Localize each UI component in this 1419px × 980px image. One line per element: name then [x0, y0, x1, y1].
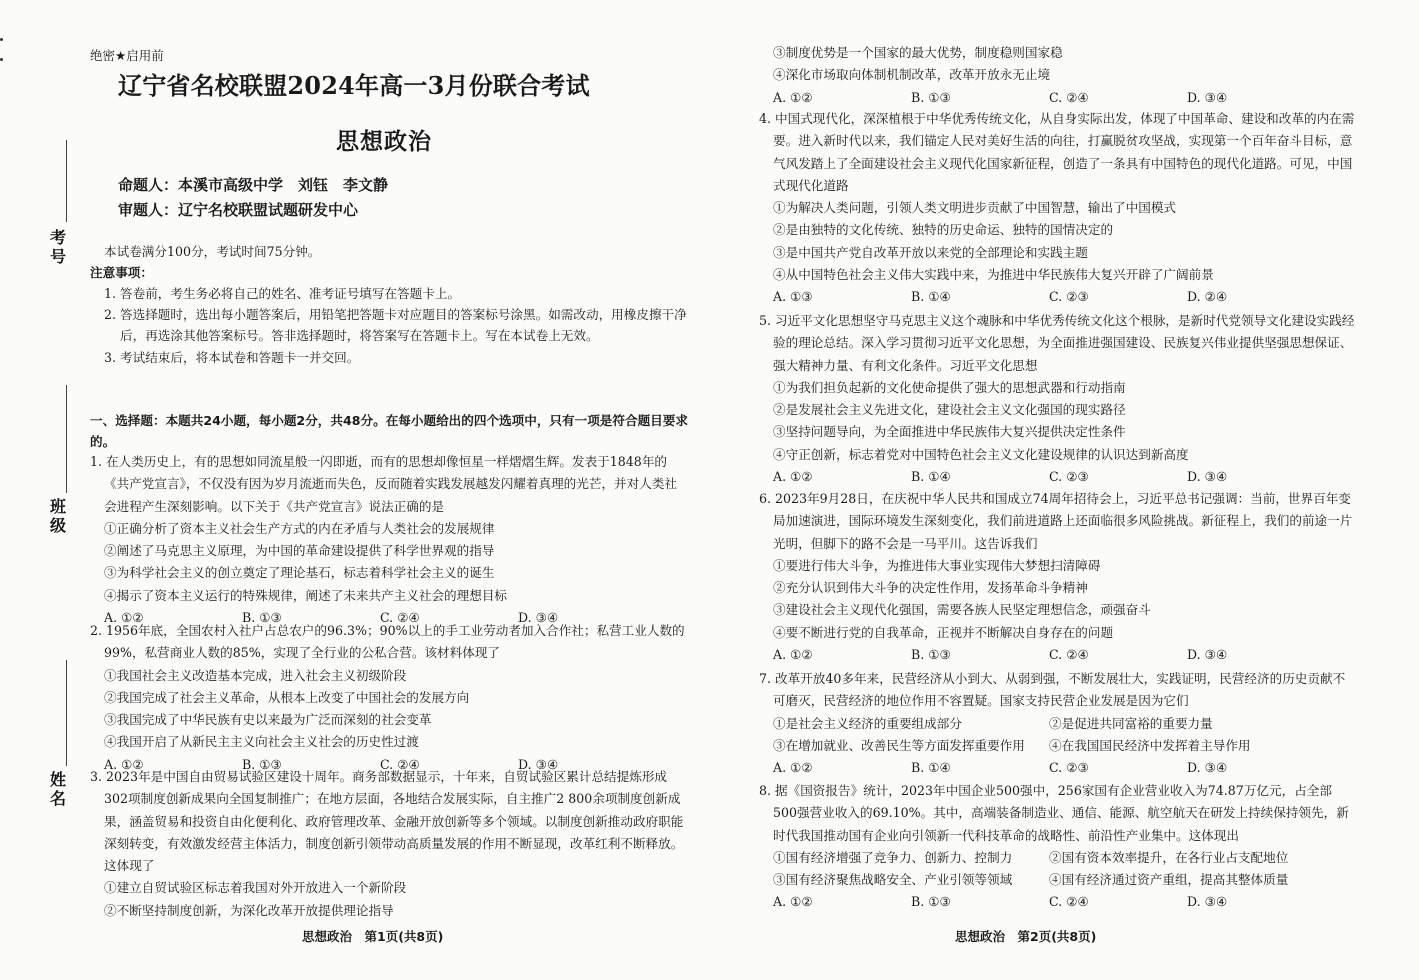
statement-item: ①建立自贸试验区标志着我国对外开放进入一个新阶段	[104, 880, 407, 896]
option-d[interactable]: D. ③④	[518, 610, 559, 626]
option-b[interactable]: B. ①③	[911, 89, 951, 105]
question-stem: 7. 改革开放40多年来，民营经济从小到大、从弱到强，不断发展壮大，实践证明，民营经济的历史贡献不可磨灭，民营经济的地位作用不容置疑。国家支持民营企业发展是因为它们	[759, 671, 1346, 709]
option-b[interactable]: B. ①④	[911, 469, 951, 485]
answer-options	[759, 466, 1355, 488]
exam-page-1	[0, 0, 709, 980]
confidential-tag: 绝密★启用前	[90, 48, 164, 63]
option-d[interactable]: D. ③④	[1187, 894, 1228, 910]
answer-options	[759, 87, 1355, 109]
statement-item: ②阐述了马克思主义原理，为中国的革命建设提供了科学世界观的指导	[104, 543, 495, 559]
question-3	[90, 766, 686, 922]
page-footer: 思想政治 第2页(共8页)	[955, 929, 1097, 944]
exam-page-2	[709, 0, 1419, 980]
section-heading: 一、选择题：本题共24小题，每小题2分，共48分。在每小题给出的四个选项中，只有一项是符合题目要求的。	[90, 413, 688, 450]
name-field	[42, 660, 78, 835]
exam-number-field	[42, 140, 78, 315]
option-b[interactable]: B. ①③	[242, 610, 282, 626]
question-1	[90, 451, 686, 629]
statement-row	[759, 869, 1355, 891]
statement-item: ②充分认识到伟大斗争的决定性作用，发扬革命斗争精神	[773, 580, 1088, 596]
question-6	[759, 488, 1355, 666]
option-b[interactable]: B. ①④	[911, 289, 951, 305]
option-a[interactable]: A. ①②	[773, 89, 813, 105]
question-stem: 1. 在人类历史上，有的思想如同流星般一闪即逝，而有的思想却像恒星一样熠熠生辉。发表于1848年的《共产党宣言》，不仅没有因为岁月流逝而失色，反而随着实践发展越发闪耀着真理的光芒，并对人类社会进程产生深刻影响。以下关于《共产党宣言》说法正确的是	[90, 454, 678, 514]
statement-item: ④深化市场取向体制机制改革，改革开放永无止境	[773, 67, 1051, 83]
statement-item: ③坚持问题导向，为全面推进中华民族伟大复兴提供决定性条件	[773, 424, 1126, 440]
option-c[interactable]: C. ②④	[380, 610, 420, 626]
name-label: 姓名	[49, 770, 66, 808]
statement-item: ②国有资本效率提升，在各行业占支配地位	[1049, 849, 1289, 865]
option-b[interactable]: B. ①③	[911, 894, 951, 910]
statement-item: ①正确分析了资本主义社会生产方式的内在矛盾与人类社会的发展规律	[104, 520, 495, 536]
option-a[interactable]: A. ①②	[773, 647, 813, 663]
option-a[interactable]: A. ①②	[104, 756, 144, 772]
fill-line	[66, 660, 67, 766]
statement-item: ③在增加就业、改善民生等方面发挥重要作用	[773, 737, 1025, 753]
statement-item: ②是发展社会主义先进文化，建设社会主义文化强国的现实路径	[773, 402, 1126, 418]
statement-item: ④守正创新，标志着党对中国特色社会主义文化建设规律的认识达到新高度	[773, 446, 1189, 462]
statement-item: ②是促进共同富裕的重要力量	[1049, 715, 1213, 731]
reviewer-line: 审题人：辽宁名校联盟试题研发中心	[118, 201, 359, 219]
option-d[interactable]: D. ②④	[1187, 289, 1228, 305]
statement-item: ③建设社会主义现代化强国，需要各族人民坚定理想信念，顽强奋斗	[773, 602, 1151, 618]
question-stem: 8. 据《国资报告》统计，2023年中国企业500强中，256家国有企业营业收入为74.87万亿元，占全部500强营业收入的69.10%。其中，高端装备制造业、通信、能源、航空航天在研发上持续保持领先，新时代我国推动国有企业向引领新一代科技革命的战略性、前沿性产业集中。这体现出	[759, 783, 1349, 843]
option-a[interactable]: A. ①②	[773, 894, 813, 910]
option-b[interactable]: B. ①③	[911, 647, 951, 663]
question-5	[759, 310, 1355, 488]
exam-title: 辽宁省名校联盟2024年高一3月份联合考试	[118, 71, 590, 100]
option-c[interactable]: C. ②③	[1049, 469, 1089, 485]
statement-item: ①国有经济增强了竞争力、创新力、控制力	[773, 849, 1013, 865]
option-a[interactable]: A. ①②	[104, 610, 144, 626]
question-stem: 5. 习近平文化思想坚守马克思主义这个魂脉和中华优秀传统文化这个根脉，是新时代党领导文化建设实践经验的理论总结。深入学习贯彻习近平文化思想，为全面推进强国建设、民族复兴伟业提供坚强思想保证、强大精神力量、有利文化条件。习近平文化思想	[759, 313, 1355, 373]
question-stem: 2. 1956年底，全国农村入社户占总农户的96.3%；90%以上的手工业劳动者加入合作社；私营工业人数的99%，私营商业人数的85%，实现了全行业的公私合营。该材料体现了	[90, 623, 685, 661]
option-c[interactable]: C. ②④	[380, 756, 420, 772]
class-field	[42, 385, 78, 560]
statement-item: ①为解决人类问题，引领人类文明进步贡献了中国智慧，输出了中国模式	[773, 200, 1176, 216]
statement-item: ④揭示了资本主义运行的特殊规律，阐述了未来共产主义社会的理想目标	[104, 587, 507, 603]
option-b[interactable]: B. ①④	[911, 760, 951, 776]
notice-item: 3. 考试结束后，将本试卷和答题卡一并交回。	[104, 349, 360, 365]
statement-item: ④我国开启了从新民主主义向社会主义社会的历史性过渡	[104, 734, 419, 750]
class-label: 班级	[49, 497, 66, 535]
statement-item: ④在我国国民经济中发挥着主导作用	[1049, 737, 1251, 753]
intro-text: 本试卷满分100分，考试时间75分钟。	[104, 244, 321, 259]
option-c[interactable]: C. ②④	[1049, 647, 1089, 663]
statement-item: ③制度优势是一个国家的最大优势，制度稳则国家稳	[773, 45, 1063, 60]
option-b[interactable]: B. ①③	[242, 756, 282, 772]
option-d[interactable]: D. ③④	[1187, 89, 1228, 105]
statement-row	[759, 735, 1355, 757]
statement-row	[759, 713, 1355, 735]
option-c[interactable]: C. ②③	[1049, 289, 1089, 305]
question-stem: 4. 中国式现代化，深深植根于中华优秀传统文化，从自身实际出发，体现了中国革命、建设和改革的内在需要。进入新时代以来，我们锚定人民对美好生活的向往，打赢脱贫攻坚战，实现第一个百年奋斗目标，意气风发踏上了全面建设社会主义现代化国家新征程，创造了一条具有中国特色的现代化道路。可见，中国式现代化道路	[759, 111, 1355, 193]
statement-item: ③为科学社会主义的创立奠定了理论基石，标志着科学社会主义的诞生	[104, 565, 495, 581]
option-a[interactable]: A. ①③	[773, 289, 813, 305]
answer-options	[759, 286, 1355, 308]
statement-item: ②不断坚持制度创新，为深化改革开放提供理论指导	[104, 902, 394, 918]
notice-heading: 注意事项：	[90, 265, 153, 280]
option-a[interactable]: A. ①②	[773, 760, 813, 776]
notice-item: 2. 答选择题时，选出每小题答案后，用铅笔把答题卡对应题目的答案标号涂黑。如需改动，用橡皮擦干净后，再选涂其他答案标号。答非选择题时，将答案写在答题卡上。写在本试卷上无效。	[104, 307, 687, 344]
question-3-continued	[759, 42, 1355, 109]
subject-title: 思想政治	[336, 128, 432, 155]
setter-line: 命题人：本溪市高级中学 刘钰 李文静	[118, 176, 389, 194]
statement-item: ④从中国特色社会主义伟大实践中来，为推进中华民族伟大复兴开辟了广阔前景	[773, 267, 1214, 283]
question-2	[90, 620, 686, 776]
option-c[interactable]: C. ②③	[1049, 760, 1089, 776]
statement-item: ④要不断进行党的自我革命，正视并不断解决自身存在的问题	[773, 624, 1114, 640]
statement-item: ④国有经济通过资产重组，提高其整体质量	[1049, 872, 1289, 888]
option-a[interactable]: A. ①②	[773, 469, 813, 485]
question-4	[759, 108, 1355, 309]
statement-item: ①是社会主义经济的重要组成部分	[773, 715, 962, 731]
fill-line	[66, 140, 67, 222]
exam-number-label: 考号	[49, 228, 66, 266]
answer-options	[759, 891, 1355, 913]
answer-options	[759, 757, 1355, 779]
question-8	[759, 780, 1355, 914]
notice-list	[104, 283, 688, 368]
question-stem: 3. 2023年是中国自由贸易试验区建设十周年。商务部数据显示，十年来，自贸试验区累计总结提炼形成302项制度创新成果向全国复制推广；在地方层面，各地结合发展实际，自主推广2 800余项制度创新成果，涵盖贸易和投资自由化便利化、政府管理改革、金融开放创新等多个领域。以制度创新推动政府职能深刻转变，有效激发经营主体活力，制度创新引领带动高质量发展的作用不断显现，改革红利不断释放。这体现了	[90, 769, 684, 874]
option-d[interactable]: D. ③④	[1187, 647, 1228, 663]
question-7	[759, 668, 1355, 779]
option-d[interactable]: D. ③④	[1187, 469, 1228, 485]
statement-item: ③是中国共产党自改革开放以来党的全部理论和实践主题	[773, 244, 1088, 260]
statement-item: ①我国社会主义改造基本完成，进入社会主义初级阶段	[104, 667, 407, 683]
option-c[interactable]: C. ②④	[1049, 894, 1089, 910]
statement-item: ③国有经济聚焦战略安全、产业引领等领域	[773, 872, 1013, 888]
option-d[interactable]: D. ③④	[518, 756, 559, 772]
statement-item: ③我国完成了中华民族有史以来最为广泛而深刻的社会变革	[104, 712, 432, 728]
notice-item: 1. 答卷前，考生务必将自己的姓名、准考证号填写在答题卡上。	[104, 286, 461, 301]
fill-line	[66, 385, 67, 493]
statement-item: ②是由独特的文化传统、独特的历史命运、独特的国情决定的	[773, 222, 1114, 238]
option-d[interactable]: D. ③④	[1187, 760, 1228, 776]
statement-item: ①要进行伟大斗争，为推进伟大事业实现伟大梦想扫清障碍	[773, 557, 1101, 573]
page-footer: 思想政治 第1页(共8页)	[302, 929, 444, 944]
option-c[interactable]: C. ②④	[1049, 89, 1089, 105]
binding-margin	[0, 0, 82, 980]
question-stem: 6. 2023年9月28日，在庆祝中华人民共和国成立74周年招待会上，习近平总书记强调：当前，世界百年变局加速演进，国际环境发生深刻变化，我们前进道路上还面临很多风险挑战。新征程上，我们的前途一片光明，但脚下的路不会是一马平川。这告诉我们	[759, 491, 1353, 551]
statement-row	[759, 847, 1355, 869]
statement-item: ①为我们担负起新的文化使命提供了强大的思想武器和行动指南	[773, 379, 1126, 395]
statement-item: ②我国完成了社会主义革命，从根本上改变了中国社会的发展方向	[104, 689, 470, 705]
answer-options	[759, 644, 1355, 666]
